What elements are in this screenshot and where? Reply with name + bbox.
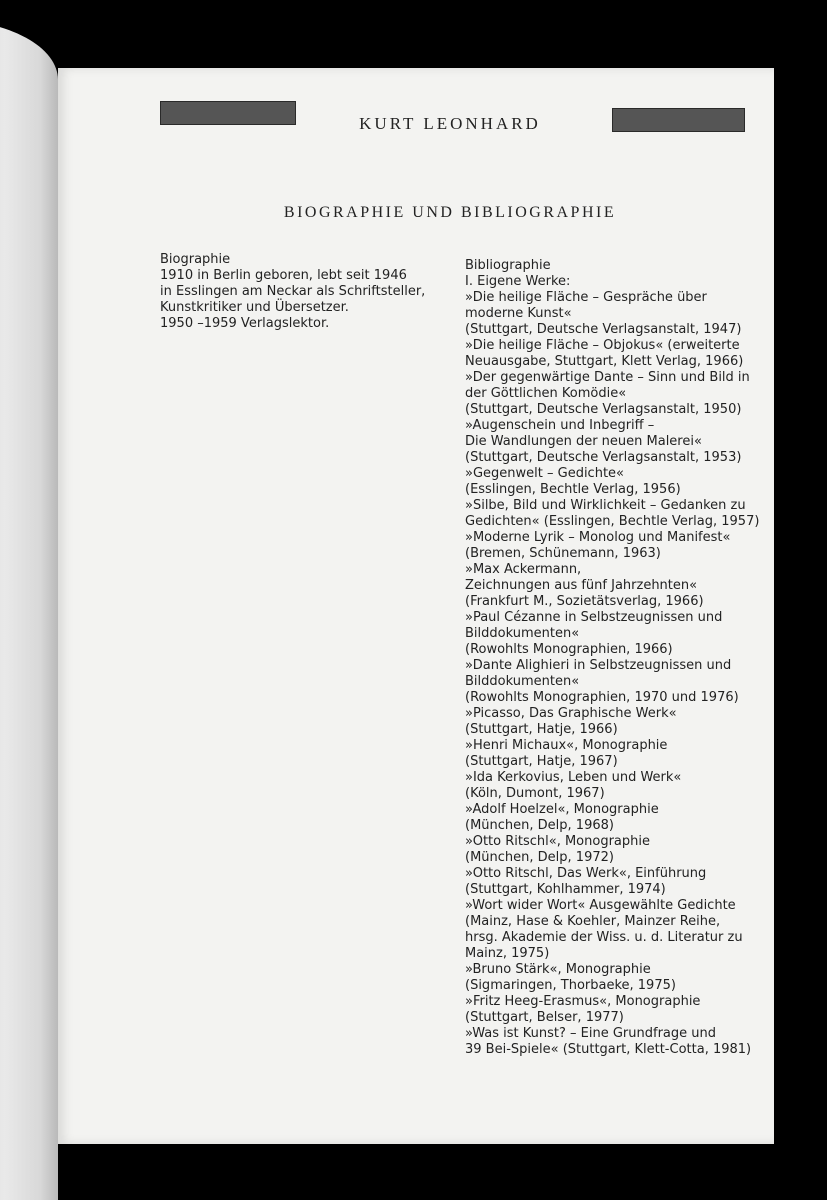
bibliographie-line: Zeichnungen aus fünf Jahrzehnten« [465,578,698,593]
bibliographie-line: »Augenschein und Inbegriff – [465,418,655,433]
bibliographie-line: »Wort wider Wort« Ausgewählte Gedichte [465,898,736,913]
bibliographie-line: »Die heilige Fläche – Objokus« (erweiterte [465,338,740,353]
biographie-line: in Esslingen am Neckar als Schriftsteller, [160,284,426,299]
bibliographie-line: »Max Ackermann, [465,562,582,577]
bibliographie-line: hrsg. Akademie der Wiss. u. d. Literatur zu [465,930,743,945]
bibliographie-line: (Stuttgart, Hatje, 1967) [465,754,618,769]
bibliographie-line: »Ida Kerkovius, Leben und Werk« [465,770,682,785]
bibliographie-line: »Otto Ritschl, Das Werk«, Einführung [465,866,707,881]
bibliographie-line: »Der gegenwärtige Dante – Sinn und Bild in [465,370,750,385]
bibliographie-line: »Adolf Hoelzel«, Monographie [465,802,659,817]
bibliographie-line: (München, Delp, 1968) [465,818,614,833]
bibliographie-line: »Otto Ritschl«, Monographie [465,834,650,849]
bibliographie-line: »Bruno Stärk«, Monographie [465,962,651,977]
bibliographie-line: »Silbe, Bild und Wirklichkeit – Gedanken zu [465,498,746,513]
bibliographie-line: (München, Delp, 1972) [465,850,614,865]
bibliographie-line: »Henri Michaux«, Monographie [465,738,668,753]
bibliographie-line: (Mainz, Hase & Koehler, Mainzer Reihe, [465,914,721,929]
bibliographie-line: Mainz, 1975) [465,946,550,961]
bibliographie-line: (Stuttgart, Deutsche Verlagsanstalt, 1953) [465,450,742,465]
bibliographie-line: Gedichten« (Esslingen, Bechtle Verlag, 1957) [465,514,760,529]
bibliographie-line: »Fritz Heeg-Erasmus«, Monographie [465,994,701,1009]
section-title: BIOGRAPHIE UND BIBLIOGRAPHIE [283,204,617,221]
bibliographie-line: (Rowohlts Monographien, 1966) [465,642,673,657]
bibliographie-line: »Was ist Kunst? – Eine Grundfrage und [465,1026,716,1041]
bibliographie-line: (Stuttgart, Belser, 1977) [465,1010,624,1025]
bibliographie-line: Neuausgabe, Stuttgart, Klett Verlag, 1966) [465,354,744,369]
bibliographie-line: (Rowohlts Monographien, 1970 und 1976) [465,690,739,705]
bibliographie-line: Bilddokumenten« [465,674,580,689]
bibliographie-column [465,258,759,1058]
bibliographie-line: (Köln, Dumont, 1967) [465,786,605,801]
document-page [58,68,774,1144]
bibliographie-line: »Moderne Lyrik – Monolog und Manifest« [465,530,731,545]
biographie-line: 1910 in Berlin geboren, lebt seit 1946 [160,268,407,283]
bibliographie-line: »Picasso, Das Graphische Werk« [465,706,677,721]
bibliographie-line: Die Wandlungen der neuen Malerei« [465,434,702,449]
running-header-author: KURT LEONHARD [359,114,541,133]
bibliographie-line: (Frankfurt M., Sozietätsverlag, 1966) [465,594,704,609]
bibliographie-heading: Bibliographie [465,258,551,273]
bibliographie-line: der Göttlichen Komödie« [465,386,627,401]
bibliographie-line: »Gegenwelt – Gedichte« [465,466,624,481]
biographie-line: Kunstkritiker und Übersetzer. [160,300,349,315]
bibliographie-line: (Esslingen, Bechtle Verlag, 1956) [465,482,681,497]
biographie-line: 1950 –1959 Verlagslektor. [160,316,330,331]
bibliographie-line: (Bremen, Schünemann, 1963) [465,546,661,561]
bibliographie-line: (Stuttgart, Hatje, 1966) [465,722,618,737]
biographie-heading: Biographie [160,252,231,267]
bibliographie-list [465,274,759,1058]
bibliographie-line: (Stuttgart, Deutsche Verlagsanstalt, 1950) [465,402,742,417]
biographie-column [160,252,425,332]
bibliographie-line: »Dante Alighieri in Selbstzeugnissen und [465,658,732,673]
bibliographie-line: »Die heilige Fläche – Gespräche über [465,290,707,305]
bibliographie-line: »Paul Cézanne in Selbstzeugnissen und [465,610,723,625]
previous-page-edge [0,20,58,1200]
bibliographie-line: I. Eigene Werke: [465,274,571,289]
bibliographie-line: Bilddokumenten« [465,626,580,641]
bibliographie-line: (Sigmaringen, Thorbaeke, 1975) [465,978,676,993]
bibliographie-line: (Stuttgart, Kohlhammer, 1974) [465,882,666,897]
biographie-text [160,268,425,332]
bibliographie-line: moderne Kunst« [465,306,572,321]
bibliographie-line: 39 Bei-Spiele« (Stuttgart, Klett-Cotta, 1981) [465,1042,752,1057]
bibliographie-line: (Stuttgart, Deutsche Verlagsanstalt, 1947) [465,322,742,337]
